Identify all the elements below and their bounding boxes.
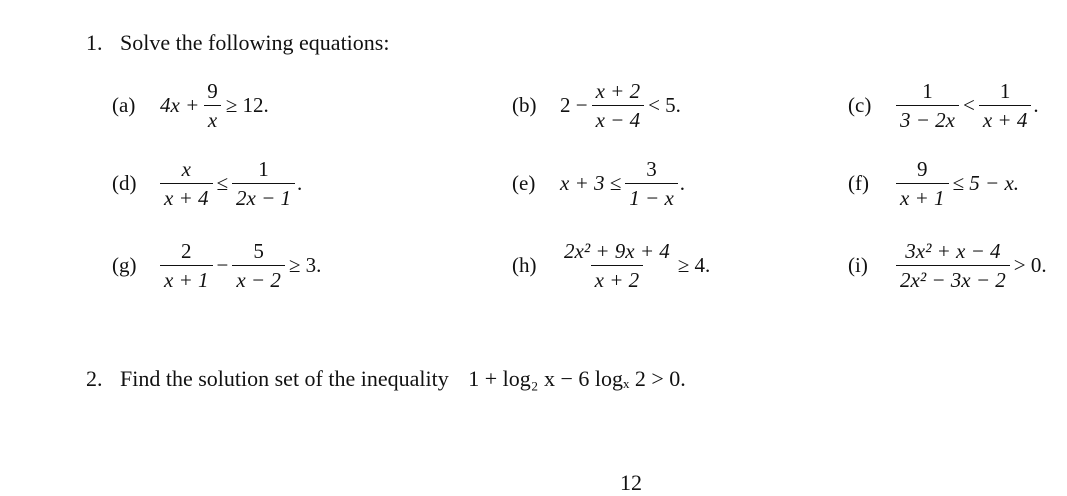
problem-label: (f) bbox=[848, 171, 869, 196]
problem-label: (i) bbox=[848, 253, 868, 278]
problem-e bbox=[512, 158, 685, 209]
problem-f bbox=[848, 158, 1021, 209]
problem-label: (e) bbox=[512, 171, 536, 196]
fraction: $\frac{x}{x + 4}$ bbox=[160, 158, 213, 209]
expr-right: ≥ 12. bbox=[225, 93, 269, 118]
problem-label: (c) bbox=[848, 93, 872, 118]
problem-label: (b) bbox=[512, 93, 537, 118]
fraction: $\frac{\text{2x² + 9x + 4}}{x + 2}$ bbox=[564, 239, 670, 293]
problem-label: (a) bbox=[112, 93, 136, 118]
operator: ≤ bbox=[216, 171, 229, 196]
fraction: $\frac{2}{x + 1}$ bbox=[160, 240, 213, 291]
expr-end: . bbox=[1033, 93, 1039, 118]
expr-right: ≤ 5 − x. bbox=[952, 171, 1020, 196]
fraction: $\frac{1}{2x - 1}$ bbox=[232, 158, 295, 209]
expr-right: < 5. bbox=[648, 93, 681, 118]
question-2 bbox=[86, 366, 686, 392]
expr-end: . bbox=[297, 171, 303, 196]
problem-g bbox=[112, 240, 323, 291]
problem-label: (h) bbox=[512, 253, 537, 278]
expr-left: x + 3 ≤ bbox=[560, 171, 622, 196]
expr-end: ≥ 3. bbox=[288, 253, 322, 278]
page-number: 12 bbox=[620, 470, 642, 495]
question-1-heading bbox=[86, 30, 389, 56]
fraction: $\frac{5}{x - 2}$ bbox=[232, 240, 285, 291]
question-2-text: Find the solution set of the inequality bbox=[120, 366, 449, 391]
operator: < bbox=[963, 93, 975, 118]
problem-d bbox=[112, 158, 302, 209]
problem-label: (g) bbox=[112, 253, 137, 278]
fraction: $\frac{9}{x + 1}$ bbox=[896, 158, 949, 209]
question-1-number: 1. bbox=[86, 30, 103, 55]
fraction: $\frac{1}{x + 4}$ bbox=[979, 80, 1032, 131]
expr-left: 4x + bbox=[160, 93, 200, 118]
question-2-expression: 1 + log₂ x − 6 logₓ 2 > 0. bbox=[468, 366, 686, 391]
fraction: $\frac{1}{3 - 2x}$ bbox=[896, 80, 959, 131]
question-1-title: Solve the following equations: bbox=[120, 30, 390, 55]
question-2-number: 2. bbox=[86, 366, 103, 391]
fraction: $\frac{3}{1 - x}$ bbox=[625, 158, 678, 209]
problem-i bbox=[848, 240, 1049, 291]
problem-b bbox=[512, 80, 683, 131]
operator: − bbox=[216, 253, 229, 278]
expr-right: ≥ 4. bbox=[677, 253, 711, 278]
fraction: $\frac{\text{3x² + x − 4}}{\text{2x² − 3x − 2}}$ bbox=[896, 240, 1010, 291]
problem-h bbox=[512, 240, 712, 291]
problem-c bbox=[848, 80, 1039, 131]
expr-right: > 0. bbox=[1013, 253, 1047, 278]
fraction: $\frac{x + 2}{x - 4}$ bbox=[592, 80, 645, 131]
problem-label: (d) bbox=[112, 171, 137, 196]
expr-right: . bbox=[679, 171, 686, 196]
expr-left: 2 − bbox=[560, 93, 588, 118]
problem-a bbox=[112, 80, 271, 131]
fraction: $\frac{9}{x}$ bbox=[203, 80, 222, 131]
